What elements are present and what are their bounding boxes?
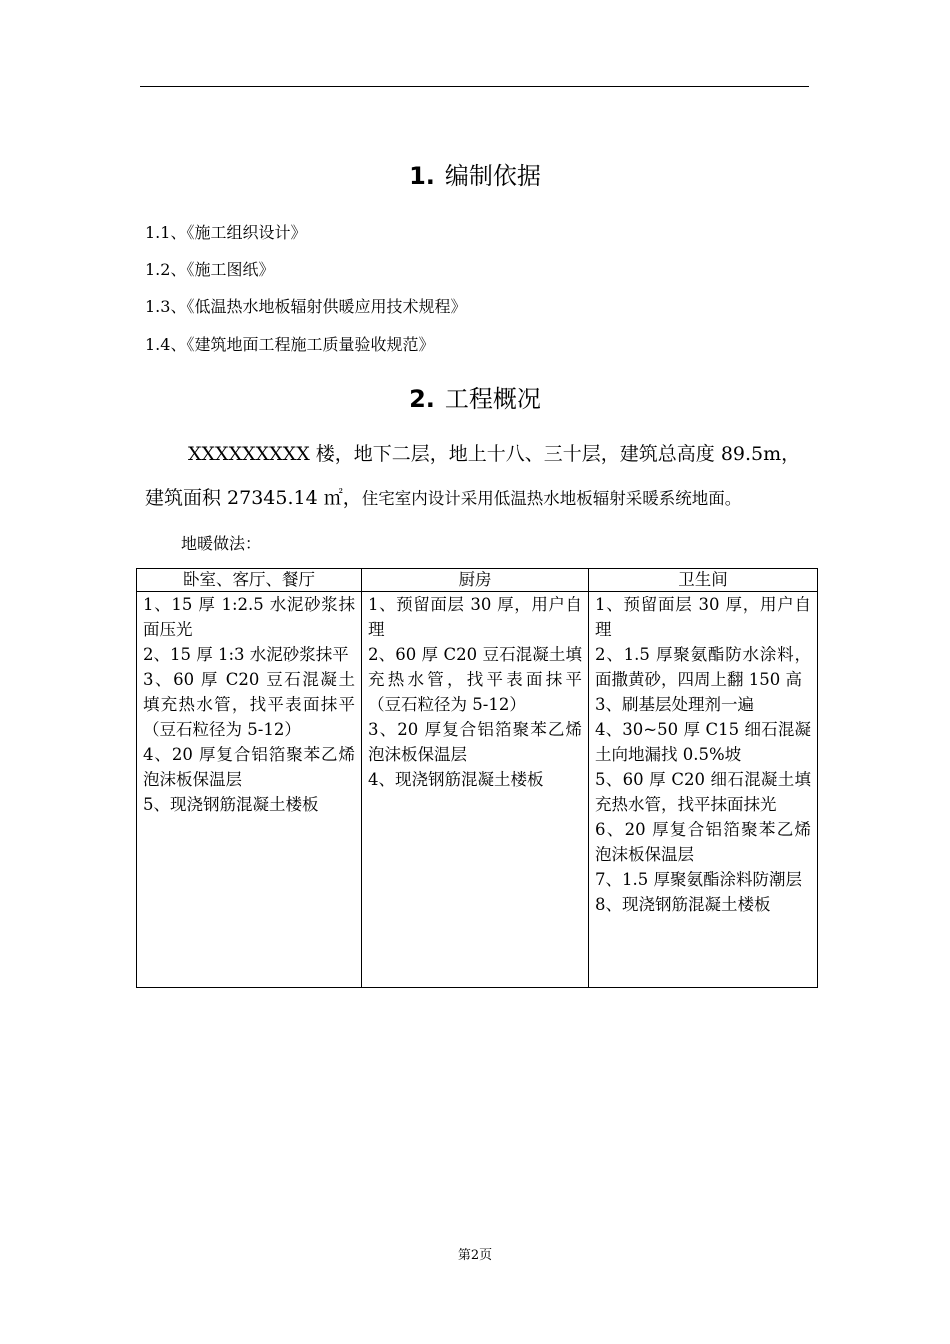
reference-item: 1.4、《建筑地面工程施工质量验收规范》 [145, 335, 435, 354]
section-heading-2 [0, 384, 950, 414]
layer-step: 7、1.5 厚聚氨酯涂料防潮层 [595, 870, 802, 889]
layer-step: 5、60 厚 C20 细石混凝土填充热水管，找平抹面抹光 [595, 770, 811, 814]
floor-heating-table [136, 568, 818, 988]
reference-item: 1.3、《低温热水地板辐射供暖应用技术规程》 [145, 297, 467, 316]
layer-step: 4、现浇钢筋混凝土楼板 [368, 770, 544, 789]
reference-item: 1.2、《施工图纸》 [145, 260, 275, 279]
page-number: 第2页 [457, 1248, 493, 1263]
layer-step: 2、1.5 厚聚氨酯防水涂料，面撒黄砂，四周上翻 150 高 [595, 645, 811, 689]
method-label: 地暖做法： [181, 534, 262, 553]
layer-step: 4、30~50 厚 C15 细石混凝土向地漏找 0.5%坡 [595, 720, 811, 764]
section-number: 2. [409, 385, 435, 413]
overview-system: 住宅室内设计采用低温热水地板辐射采暖系统地面。 [361, 489, 742, 508]
kitchen-steps-cell [362, 592, 589, 988]
layer-step: 4、20 厚复合铝箔聚苯乙烯泡沫板保温层 [143, 745, 355, 789]
layer-step: 2、60 厚 C20 豆石混凝土填充热水管，找平表面抹平（豆石粒径为 5-12） [368, 645, 582, 714]
layer-step: 2、15 厚 1:3 水泥砂浆抹平 [143, 645, 349, 664]
section-heading-1 [0, 161, 950, 191]
table-row [137, 592, 818, 988]
overview-line-1: XXXXXXXXX 楼，地下二层，地上十八、三十层，建筑总高度 89.5m， [188, 443, 801, 465]
section-title: 工程概况 [444, 385, 541, 413]
layer-step: 3、60 厚 C20 豆石混凝土填充热水管，找平表面抹平（豆石粒径为 5-12） [143, 670, 355, 739]
overview-line-2 [145, 484, 825, 513]
column-header-bathroom: 卫生间 [589, 569, 818, 592]
column-header-kitchen: 厨房 [362, 569, 589, 592]
layer-step: 3、刷基层处理剂一遍 [595, 695, 754, 714]
layer-step: 1、预留面层 30 厚，用户自理 [368, 595, 582, 639]
layer-step: 8、现浇钢筋混凝土楼板 [595, 895, 771, 914]
layer-step: 5、现浇钢筋混凝土楼板 [143, 795, 319, 814]
section-number: 1. [409, 162, 435, 190]
column-header-bedroom: 卧室、客厅、餐厅 [137, 569, 362, 592]
bedroom-steps-cell [137, 592, 362, 988]
section-title: 编制依据 [444, 162, 541, 190]
layer-step: 1、预留面层 30 厚，用户自理 [595, 595, 811, 639]
bathroom-steps-cell [589, 592, 818, 988]
reference-item: 1.1、《施工组织设计》 [145, 223, 307, 242]
overview-area: 建筑面积 27345.14 ㎡， [145, 487, 362, 509]
layer-step: 1、15 厚 1:2.5 水泥砂浆抹面压光 [143, 595, 355, 639]
table-header-row [137, 569, 818, 592]
layer-step: 3、20 厚复合铝箔聚苯乙烯泡沫板保温层 [368, 720, 582, 764]
header-rule [140, 86, 809, 87]
layer-step: 6、20 厚复合铝箔聚苯乙烯泡沫板保温层 [595, 820, 811, 864]
